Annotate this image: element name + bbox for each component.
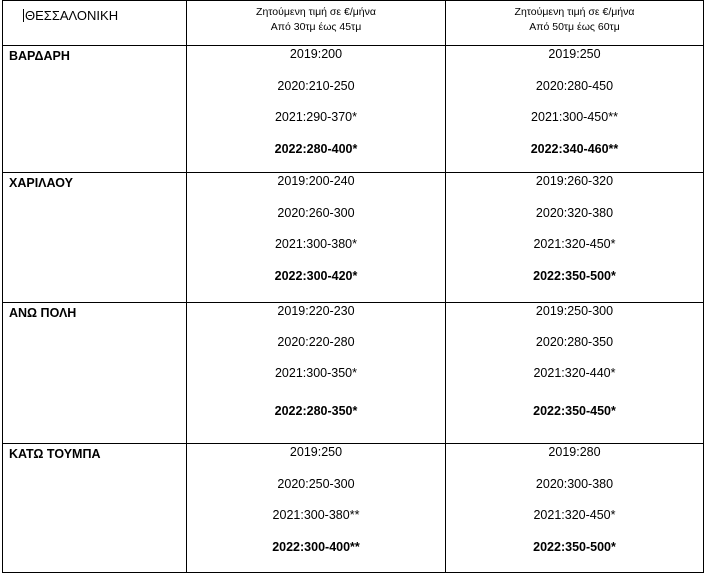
area-name-cell[interactable]: ΧΑΡΙΛΑΟΥ (3, 173, 187, 303)
area-name-cell[interactable]: ΚΑΤΩ ΤΟΥΜΠΑ (3, 444, 187, 573)
table-row (3, 303, 704, 444)
city-header-cell[interactable] (3, 1, 187, 46)
price-2020: 2020:250-300 (277, 476, 355, 491)
price-2021: 2021:290-370* (274, 110, 358, 124)
small-apartment-prices-cell[interactable] (187, 444, 446, 573)
large-apartment-prices-cell[interactable] (446, 173, 704, 303)
price-2022: 2022:340-460** (530, 141, 619, 156)
price-2019: 2019:250 (548, 47, 601, 61)
column-header-title: Ζητούμενη τιμή σε €/μήνα (256, 6, 376, 18)
rent-price-table (2, 0, 704, 573)
price-2020: 2020:210-250 (277, 78, 355, 93)
price-2021: 2021:300-380** (272, 508, 360, 522)
price-2021: 2021:320-440* (533, 365, 616, 380)
price-2020: 2020:280-350 (535, 334, 614, 349)
price-2019: 2019:280 (548, 445, 601, 459)
table-row (3, 444, 704, 573)
price-2019: 2019:200 (289, 47, 343, 61)
small-apartment-prices-cell[interactable] (187, 173, 446, 303)
column-header-large[interactable] (446, 1, 704, 46)
small-apartment-prices-cell[interactable] (187, 46, 446, 173)
price-2022: 2022:350-450* (533, 403, 616, 418)
column-header-range: Από 30τμ έως 45τμ (270, 21, 362, 33)
price-2019: 2019:250-300 (535, 304, 614, 318)
column-header-title: Ζητούμενη τιμή σε €/μήνα (514, 6, 635, 18)
price-2020: 2020:320-380 (535, 205, 614, 220)
price-2022: 2022:280-400* (274, 141, 358, 156)
price-2020: 2020:300-380 (535, 476, 614, 491)
price-2019: 2019:200-240 (277, 174, 355, 188)
large-apartment-prices-cell[interactable] (446, 303, 704, 444)
table-header-row (3, 1, 704, 46)
price-2021: 2021:300-450** (531, 110, 618, 124)
price-2022: 2022:300-400** (272, 539, 360, 554)
price-2020: 2020:280-450 (535, 78, 614, 93)
text-cursor (23, 9, 24, 22)
price-2022: 2022:350-500* (533, 268, 616, 283)
price-2021: 2021:320-450* (533, 508, 616, 522)
table-row (3, 173, 704, 303)
price-2019: 2019:220-230 (277, 304, 355, 318)
city-name: ΘΕΣΣΑΛΟΝΙΚΗ (25, 8, 119, 23)
column-header-small[interactable] (187, 1, 446, 46)
column-header-range: Από 50τμ έως 60τμ (529, 21, 620, 33)
area-name-cell[interactable]: ΑΝΩ ΠΟΛΗ (3, 303, 187, 444)
price-2022: 2022:300-420* (274, 268, 358, 283)
price-2021: 2021:320-450* (533, 237, 616, 251)
price-2019: 2019:260-320 (535, 174, 614, 188)
large-apartment-prices-cell[interactable] (446, 444, 704, 573)
price-2020: 2020:260-300 (277, 205, 355, 220)
area-name-cell[interactable]: ΒΑΡΔΑΡΗ (3, 46, 187, 173)
price-2021: 2021:300-380* (274, 237, 358, 251)
small-apartment-prices-cell[interactable] (187, 303, 446, 444)
price-2019: 2019:250 (289, 445, 343, 459)
price-2021: 2021:300-350* (274, 365, 358, 380)
price-2022: 2022:350-500* (533, 539, 616, 554)
price-2022: 2022:280-350* (274, 403, 358, 418)
table-row (3, 46, 704, 173)
large-apartment-prices-cell[interactable] (446, 46, 704, 173)
price-2020: 2020:220-280 (277, 334, 355, 349)
